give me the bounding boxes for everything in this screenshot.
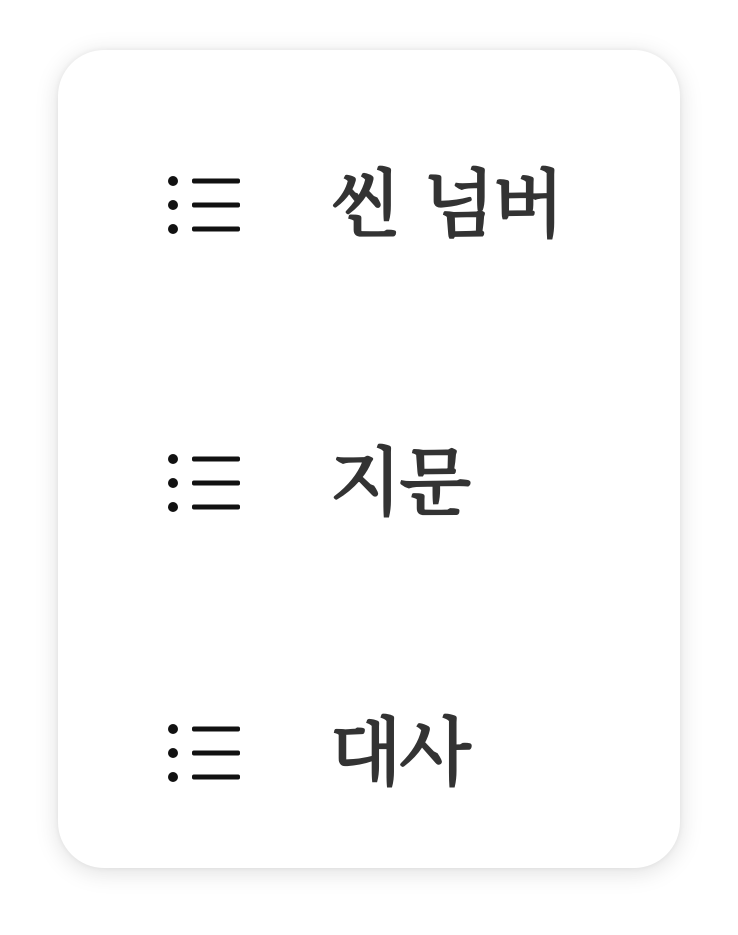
menu-item-stage-direction[interactable] — [58, 423, 680, 543]
menu-item-label: 지문 — [330, 440, 469, 526]
menu-item-scene-number[interactable] — [58, 145, 680, 265]
list-icon — [166, 172, 242, 238]
menu-item-dialogue[interactable] — [58, 693, 680, 813]
menu-card — [58, 50, 680, 868]
menu-item-label: 씬 넘버 — [330, 162, 563, 248]
list-icon — [166, 450, 242, 516]
menu-item-label: 대사 — [330, 710, 469, 796]
list-icon — [166, 720, 242, 786]
